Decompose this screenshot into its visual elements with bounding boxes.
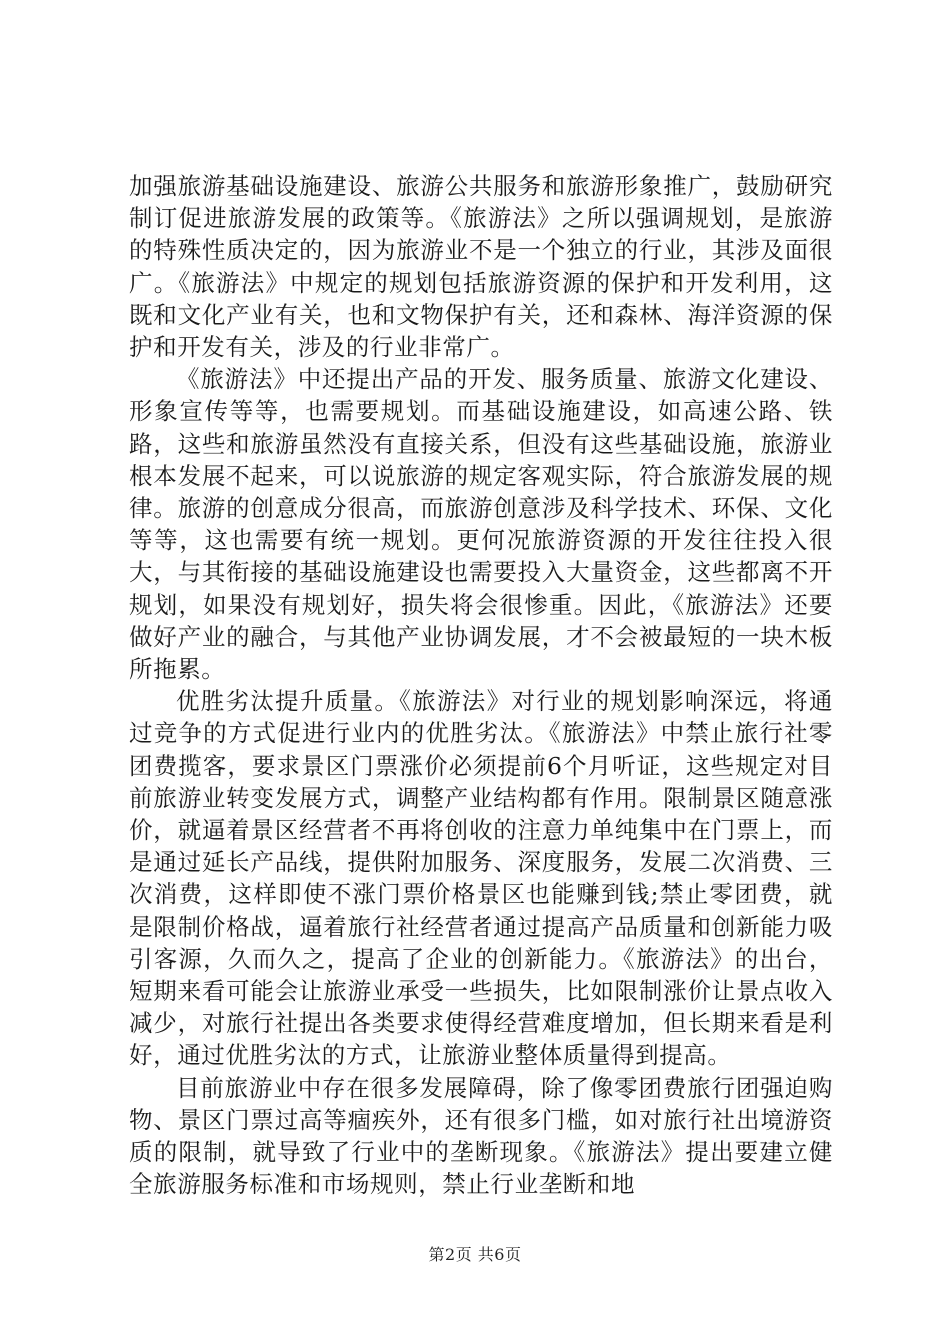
paragraph-1: 加强旅游基础设施建设、旅游公共服务和旅游形象推广，鼓励研究制订促进旅游发展的政策等。《旅游法》之所以强调规划，是旅游的特殊性质决定的，因为旅游业不是一个独立的行业，其涉及面很广。《旅游法》中规定的规划包括旅游资源的保护和开发利用，这既和文化产业有关，也和文物保护有关，还和森林、海洋资源的保护和开发有关，涉及的行业非常广。 bbox=[129, 172, 833, 362]
paragraph-3: 优胜劣汰提升质量。《旅游法》对行业的规划影响深远，将通过竞争的方式促进行业内的优胜劣汰。《旅游法》中禁止旅行社零团费揽客，要求景区门票涨价必须提前6个月听证，这些规定对目前旅游业转变发展方式，调整产业结构都有作用。限制景区随意涨价，就逼着景区经营者不再将创收的注意力单纯集中在门票上，而是通过延长产品线，提供附加服务、深度服务，发展二次消费、三次消费，这样即使不涨门票价格景区也能赚到钱;禁止零团费，就是限制价格战，逼着旅行社经营者通过提高产品质量和创新能力吸引客源，久而久之，提高了企业的创新能力。《旅游法》的出台，短期来看可能会让旅游业承受一些损失，比如限制涨价让景点收入减少，对旅行社提出各类要求使得经营难度增加，但长期来看是利好，通过优胜劣汰的方式，让旅游业整体质量得到提高。 bbox=[129, 687, 833, 1070]
page-number-footer: 第2页 共6页 bbox=[428, 1245, 522, 1264]
paragraph-2: 《旅游法》中还提出产品的开发、服务质量、旅游文化建设、形象宣传等等，也需要规划。而基础设施建设，如高速公路、铁路，这些和旅游虽然没有直接关系，但没有这些基础设施，旅游业根本发展不起来，可以说旅游的规定客观实际，符合旅游发展的规律。旅游的创意成分很高，而旅游创意涉及科学技术、环保、文化等等，这也需要有统一规划。更何况旅游资源的开发往往投入很大，与其衔接的基础设施建设也需要投入大量资金，这些都离不开规划，如果没有规划好，损失将会很惨重。因此，《旅游法》还要做好产业的融合，与其他产业协调发展，才不会被最短的一块木板所拖累。 bbox=[129, 365, 833, 684]
paragraph-4: 目前旅游业中存在很多发展障碍，除了像零团费旅行团强迫购物、景区门票过高等痼疾外，还有很多门槛，如对旅行社出境游资质的限制，就导致了行业中的垄断现象。《旅游法》提出要建立健全旅游服务标准和市场规则，禁止行业垄断和地 bbox=[129, 1073, 833, 1199]
document-body bbox=[129, 170, 833, 1201]
